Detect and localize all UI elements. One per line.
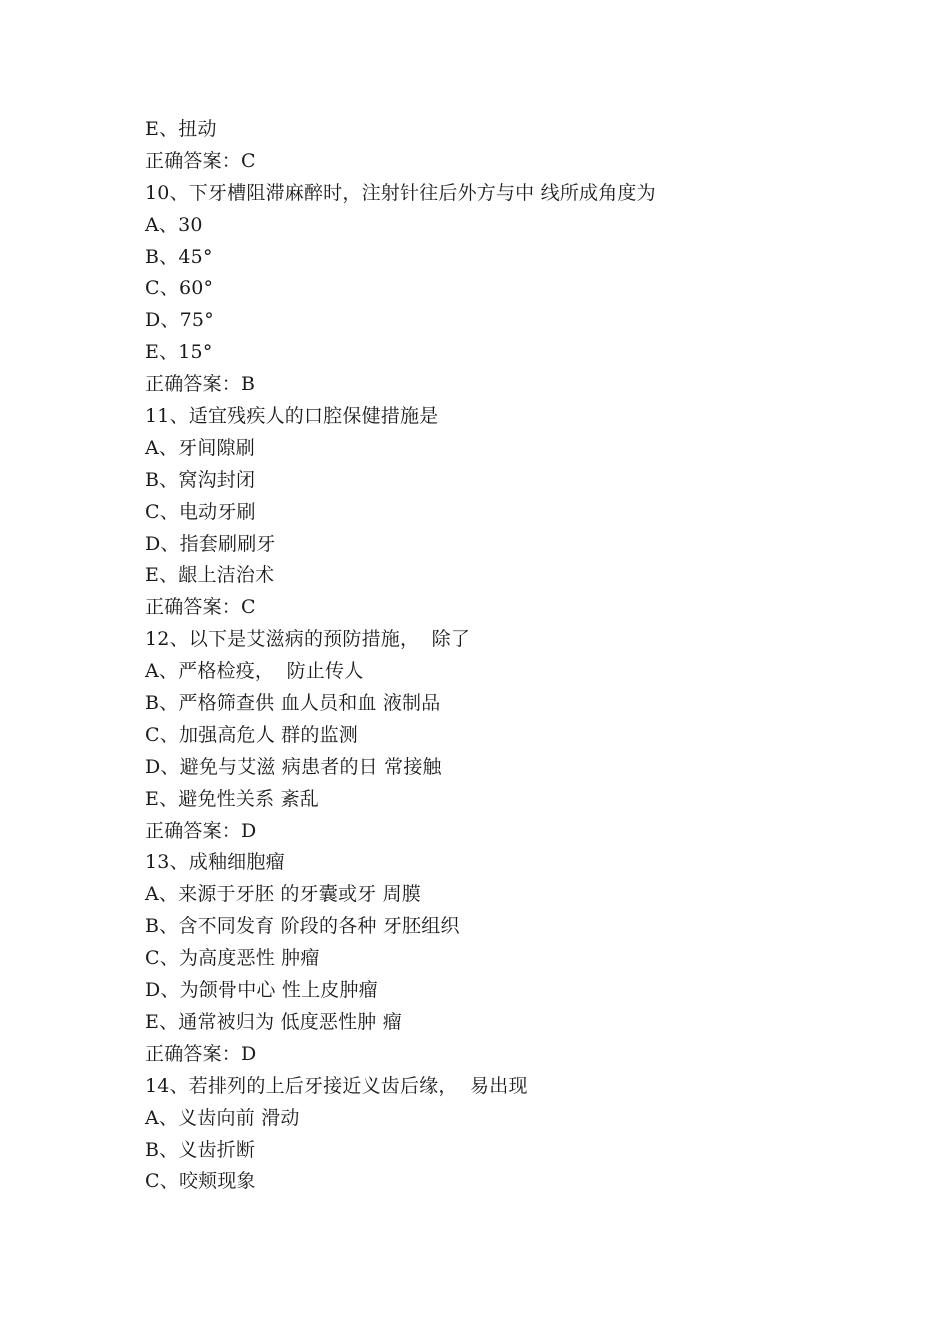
option-d-q11: D、指套刷刷牙 (145, 532, 276, 555)
option-c-q13: C、为高度恶性 肿瘤 (145, 947, 320, 970)
question-11: 11、适宜残疾人的口腔保健措施是 (145, 405, 439, 428)
option-e-q11: E、龈上洁治术 (145, 564, 275, 587)
option-e-q9: E、扭动 (145, 118, 217, 140)
option-e-q13: E、通常被归为 低度恶性肿 瘤 (145, 1010, 402, 1033)
option-a-q11: A、牙间隙刷 (145, 436, 255, 459)
option-b-q10: B、45° (145, 245, 213, 268)
question-10: 10、下牙槽阻滞麻醉时，注射针往后外方与中 线所成角度为 (145, 181, 656, 204)
option-a-q12: A、严格检疫， 防止传人 (145, 660, 364, 683)
option-b-q14: B、义齿折断 (145, 1138, 256, 1161)
answer-q13: 正确答案：D (145, 1042, 257, 1065)
option-d-q10: D、75° (145, 309, 214, 332)
exam-question-list (145, 114, 845, 1198)
option-e-q10: E、15° (145, 341, 213, 364)
option-a-q14: A、义齿向前 滑动 (145, 1106, 300, 1129)
option-c-q10: C、60° (145, 277, 214, 300)
option-b-q12: B、严格筛查供 血人员和血 液制品 (145, 692, 441, 715)
option-d-q13: D、为颌骨中心 性上皮肿瘤 (145, 979, 378, 1002)
option-c-q14: C、咬颊现象 (145, 1170, 256, 1193)
option-e-q12: E、避免性关系 紊乱 (145, 787, 319, 810)
question-12: 12、以下是艾滋病的预防措施， 除了 (145, 628, 471, 651)
option-b-q11: B、窝沟封闭 (145, 468, 256, 491)
answer-q12: 正确答案：D (145, 819, 257, 842)
option-d-q12: D、避免与艾滋 病患者的日 常接触 (145, 755, 442, 778)
answer-q11: 正确答案：C (145, 596, 256, 619)
option-a-q13: A、来源于牙胚 的牙囊或牙 周膜 (145, 883, 422, 906)
question-14: 14、若排列的上后牙接近义齿后缘， 易出现 (145, 1074, 528, 1097)
answer-q9: 正确答案：C (145, 149, 256, 172)
option-c-q12: C、加强高危人 群的监测 (145, 723, 358, 746)
option-a-q10: A、30 (145, 213, 203, 236)
option-b-q13: B、含不同发育 阶段的各种 牙胚组织 (145, 915, 460, 938)
answer-q10: 正确答案：B (145, 373, 256, 396)
question-13: 13、成釉细胞瘤 (145, 851, 285, 874)
option-c-q11: C、电动牙刷 (145, 500, 256, 523)
